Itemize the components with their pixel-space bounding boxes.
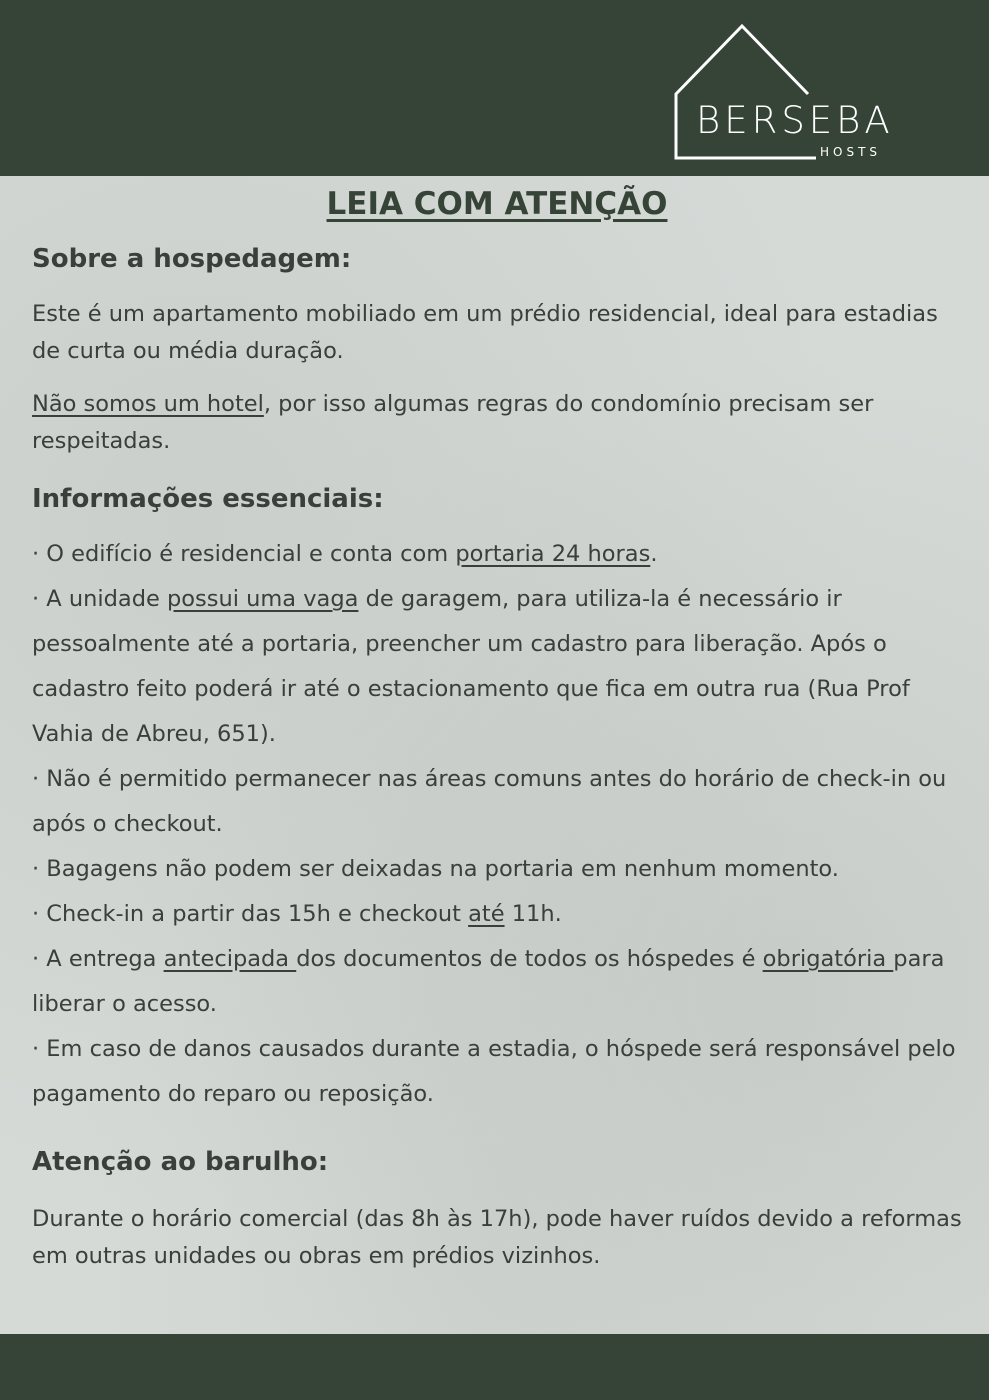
essentials-list xyxy=(32,532,962,1117)
list-item: · Bagagens não podem ser deixadas na portaria em nenhum momento. xyxy=(32,856,839,882)
list-item: · A entrega antecipada dos documentos de todos os hóspedes é obrigatória para liberar o acesso. xyxy=(32,946,945,1017)
underlined-text: possui uma vaga xyxy=(166,586,359,612)
underlined-text: antecipada xyxy=(163,946,297,972)
house-outline-icon xyxy=(668,22,938,164)
about-paragraph-2 xyxy=(32,386,962,460)
underlined-text: portaria 24 horas xyxy=(455,541,651,567)
about-paragraph-1: Este é um apartamento mobiliado em um prédio residencial, ideal para estadias de curta ou média duração. xyxy=(32,301,938,364)
list-item: · Em caso de danos causados durante a estadia, o hóspede será responsável pelo pagamento do reparo ou reposição. xyxy=(32,1036,956,1107)
noise-paragraph: Durante o horário comercial (das 8h às 17h), pode haver ruídos devido a reformas em outras unidades ou obras em prédios vizinhos. xyxy=(32,1206,962,1269)
document-content xyxy=(32,178,962,1275)
footer-band xyxy=(0,1334,989,1400)
list-item: · Check-in a partir das 15h e checkout até 11h. xyxy=(32,901,562,927)
section-heading-about: Sobre a hospedagem: xyxy=(32,244,352,274)
page-title: LEIA COM ATENÇÃO xyxy=(326,186,668,222)
section-heading-essentials: Informações essenciais: xyxy=(32,484,384,514)
list-item: · A unidade possui uma vaga de garagem, para utiliza-la é necessário ir pessoalmente até a portaria, preencher um cadastro para liberação. Após o cadastro feito poderá ir até o estacionamento que fica em outra rua (Rua Prof Vahia de Abreu, 651). xyxy=(32,586,910,747)
brand-subtitle: HOSTS xyxy=(820,145,882,159)
list-item: · Não é permitido permanecer nas áreas comuns antes do horário de check-in ou após o checkout. xyxy=(32,766,947,837)
about-underlined: Não somos um hotel xyxy=(32,391,264,417)
brand-logo xyxy=(668,22,938,164)
underlined-text: obrigatória xyxy=(762,946,894,972)
list-item: · O edifício é residencial e conta com portaria 24 horas. xyxy=(32,541,658,567)
brand-name: BERSEBA xyxy=(696,99,894,142)
underlined-text: até xyxy=(468,901,505,927)
section-heading-noise: Atenção ao barulho: xyxy=(32,1147,329,1177)
about-rest: , por isso algumas regras do condomínio precisam ser respeitadas. xyxy=(32,391,874,454)
